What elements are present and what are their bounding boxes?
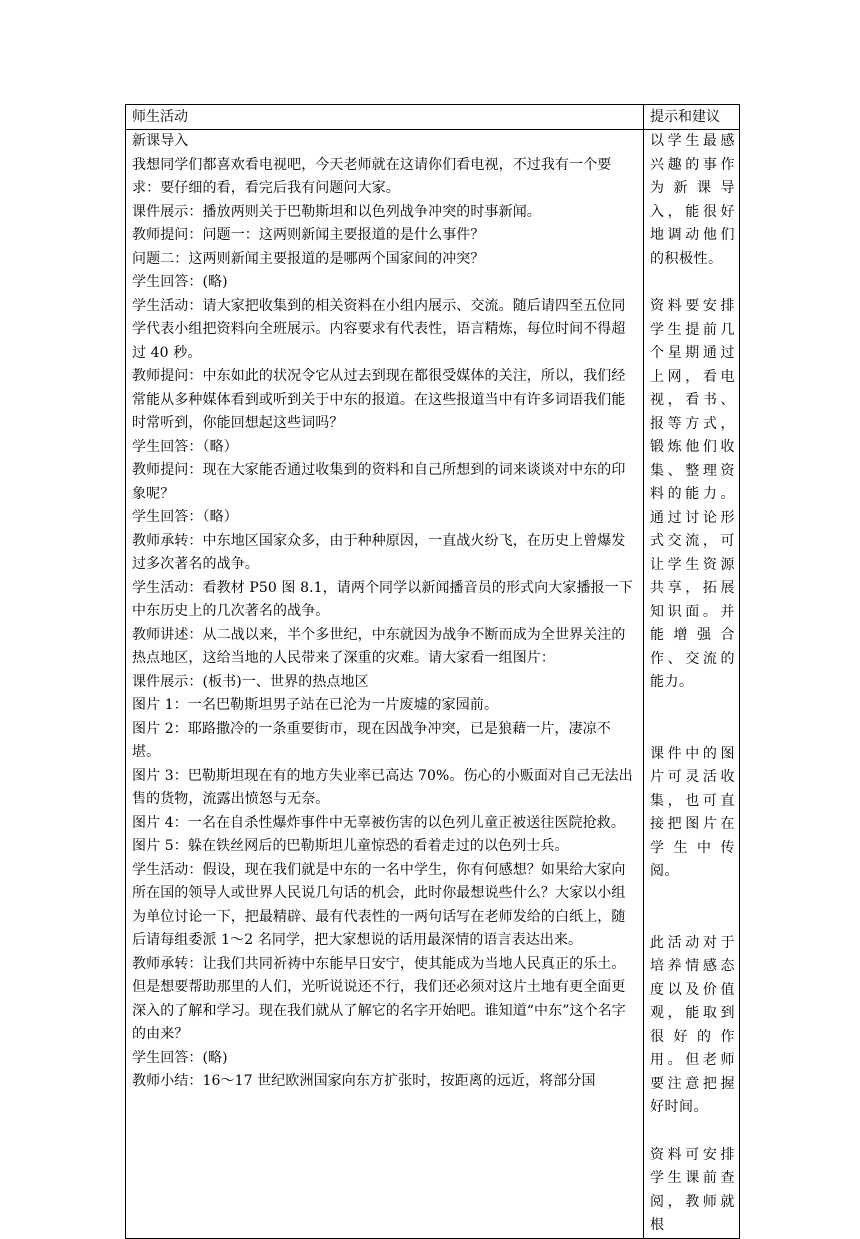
- activity-line: 课件展示：(板书)一、世界的热点地区: [132, 673, 369, 690]
- activity-line: 学生回答：(略): [132, 1049, 228, 1066]
- activity-line: 学生回答：(略): [132, 274, 228, 290]
- activity-line: 教师提问：问题一：这两则新闻主要报道的是什么事件？: [132, 227, 485, 243]
- activity-line: 学生活动：请大家把收集到的相关资料在小组内展示、交流。随后请四至五位同学代表小组把资料向全班展示。内容要求有代表性，语言精炼，每位时间不得超过 40 秒。: [132, 297, 626, 361]
- tip-text: 以学生最感兴趣的事作为新课导入，能很好地调动他们的积极性。: [650, 133, 735, 267]
- activity-line: 教师承转：中东地区国家众多，由于种种原因，一直战火纷飞，在历史上曾爆发过多次著名的战争。: [132, 532, 626, 572]
- activity-line: 图片 4：一名在自杀性爆炸事件中无辜被伤害的以色列儿童正被送往医院抢救。: [132, 814, 625, 831]
- activity-line: 我想同学们都喜欢看电视吧，今天老师就在这请你们看电视，不过我有一个要求：要仔细的看，看完后我有问题问大家。: [132, 156, 612, 196]
- header-activities: 师生活动: [126, 105, 644, 130]
- activity-line: 学生活动：假设，现在我们就是中东的一名中学生，你有何感想？如果给大家向所在国的领导人或世界人民说几句话的机会，此时你最想说些什么？大家以小组为单位讨论一下，把最精辟、最有代表性的一两句话写在老师发给的白纸上，随后请每组委派 1～2 名同学，把大家想说的话用最深情的语言表达出来。: [132, 861, 626, 948]
- tip-text: 此活动对于培养情感态度以及价值观，能取到很好的作用。但老师要注意把握好时间。: [650, 934, 735, 1115]
- activity-line: 图片 2：耶路撒冷的一条重要街市，现在因战争冲突，已是狼藉一片，凄凉不堪。: [132, 720, 611, 760]
- tip-text: 资料可安排学生课前查阅，教师就根: [650, 1146, 735, 1233]
- activity-line: 图片 5：躲在铁丝网后的巴勒斯坦儿童惊恐的看着走过的以色列士兵。: [132, 838, 569, 854]
- activity-line: 教师讲述：从二战以来，半个多世纪，中东就因为战争不断而成为全世界关注的热点地区，这给当地的人民带来了深重的灾难。请大家看一组图片：: [132, 626, 626, 666]
- header-tips: 提示和建议: [644, 105, 740, 130]
- activity-line: 学生回答：（略）: [132, 509, 238, 525]
- lesson-plan-table: [125, 104, 740, 1239]
- tips-cell: [644, 130, 740, 1239]
- header-row: [126, 105, 740, 130]
- activity-line: 课件展示：播放两则关于巴勒斯坦和以色列战争冲突的时事新闻。: [132, 203, 541, 220]
- tip-text: 资料要安排学生提前几个星期通过上网，看电视，看书、报等方式，锻炼他们收集、整理资料的能力。通过讨论形式交流，可让学生资源共享，拓展知识面。并能增强合作、交流的能力。: [650, 298, 735, 690]
- activity-line: 教师小结：16～17 世纪欧洲国家向东方扩张时，按距离的远近，将部分国: [132, 1073, 596, 1089]
- activities-cell: [126, 130, 644, 1239]
- activity-line: 学生活动：看教材 P50 图 8.1，请两个同学以新闻播音员的形式向大家播报一下中东历史上的几次著名的战争。: [132, 579, 633, 619]
- activity-line: 图片 3：巴勒斯坦现在有的地方失业率已高达 70%。伤心的小贩面对自己无法出售的货物，流露出愤怒与无奈。: [132, 767, 633, 807]
- activity-line: 教师承转：让我们共同祈祷中东能早日安宁，使其能成为当地人民真正的乐土。但是想要帮助那里的人们，光听说说还不行，我们还必须对这片土地有更全面更深入的了解和学习。现在我们就从了解它的名字开始吧。谁知道“中东”这个名字的由来？: [132, 955, 626, 1042]
- activity-line: 教师提问：中东如此的状况令它从过去到现在都很受媒体的关注，所以，我们经常能从多种媒体看到或听到关于中东的报道。在这些报道当中有许多词语我们能时常听到，你能回想起这些词吗？: [132, 368, 626, 431]
- activity-line: 学生回答：（略）: [132, 438, 238, 455]
- activity-line: 图片 1：一名巴勒斯坦男子站在已沦为一片废墟的家园前。: [132, 697, 499, 713]
- activity-line: 教师提问：现在大家能否通过收集到的资料和自己所想到的词来谈谈对中东的印象呢？: [132, 462, 626, 502]
- tip-text: 课件中的图片可灵活收集，也可直接把图片在学生中传阅。: [650, 745, 735, 879]
- activity-line: 新课导入: [132, 133, 189, 149]
- content-row: [126, 130, 740, 1239]
- activity-line: 问题二：这两则新闻主要报道的是哪两个国家间的冲突？: [132, 250, 485, 267]
